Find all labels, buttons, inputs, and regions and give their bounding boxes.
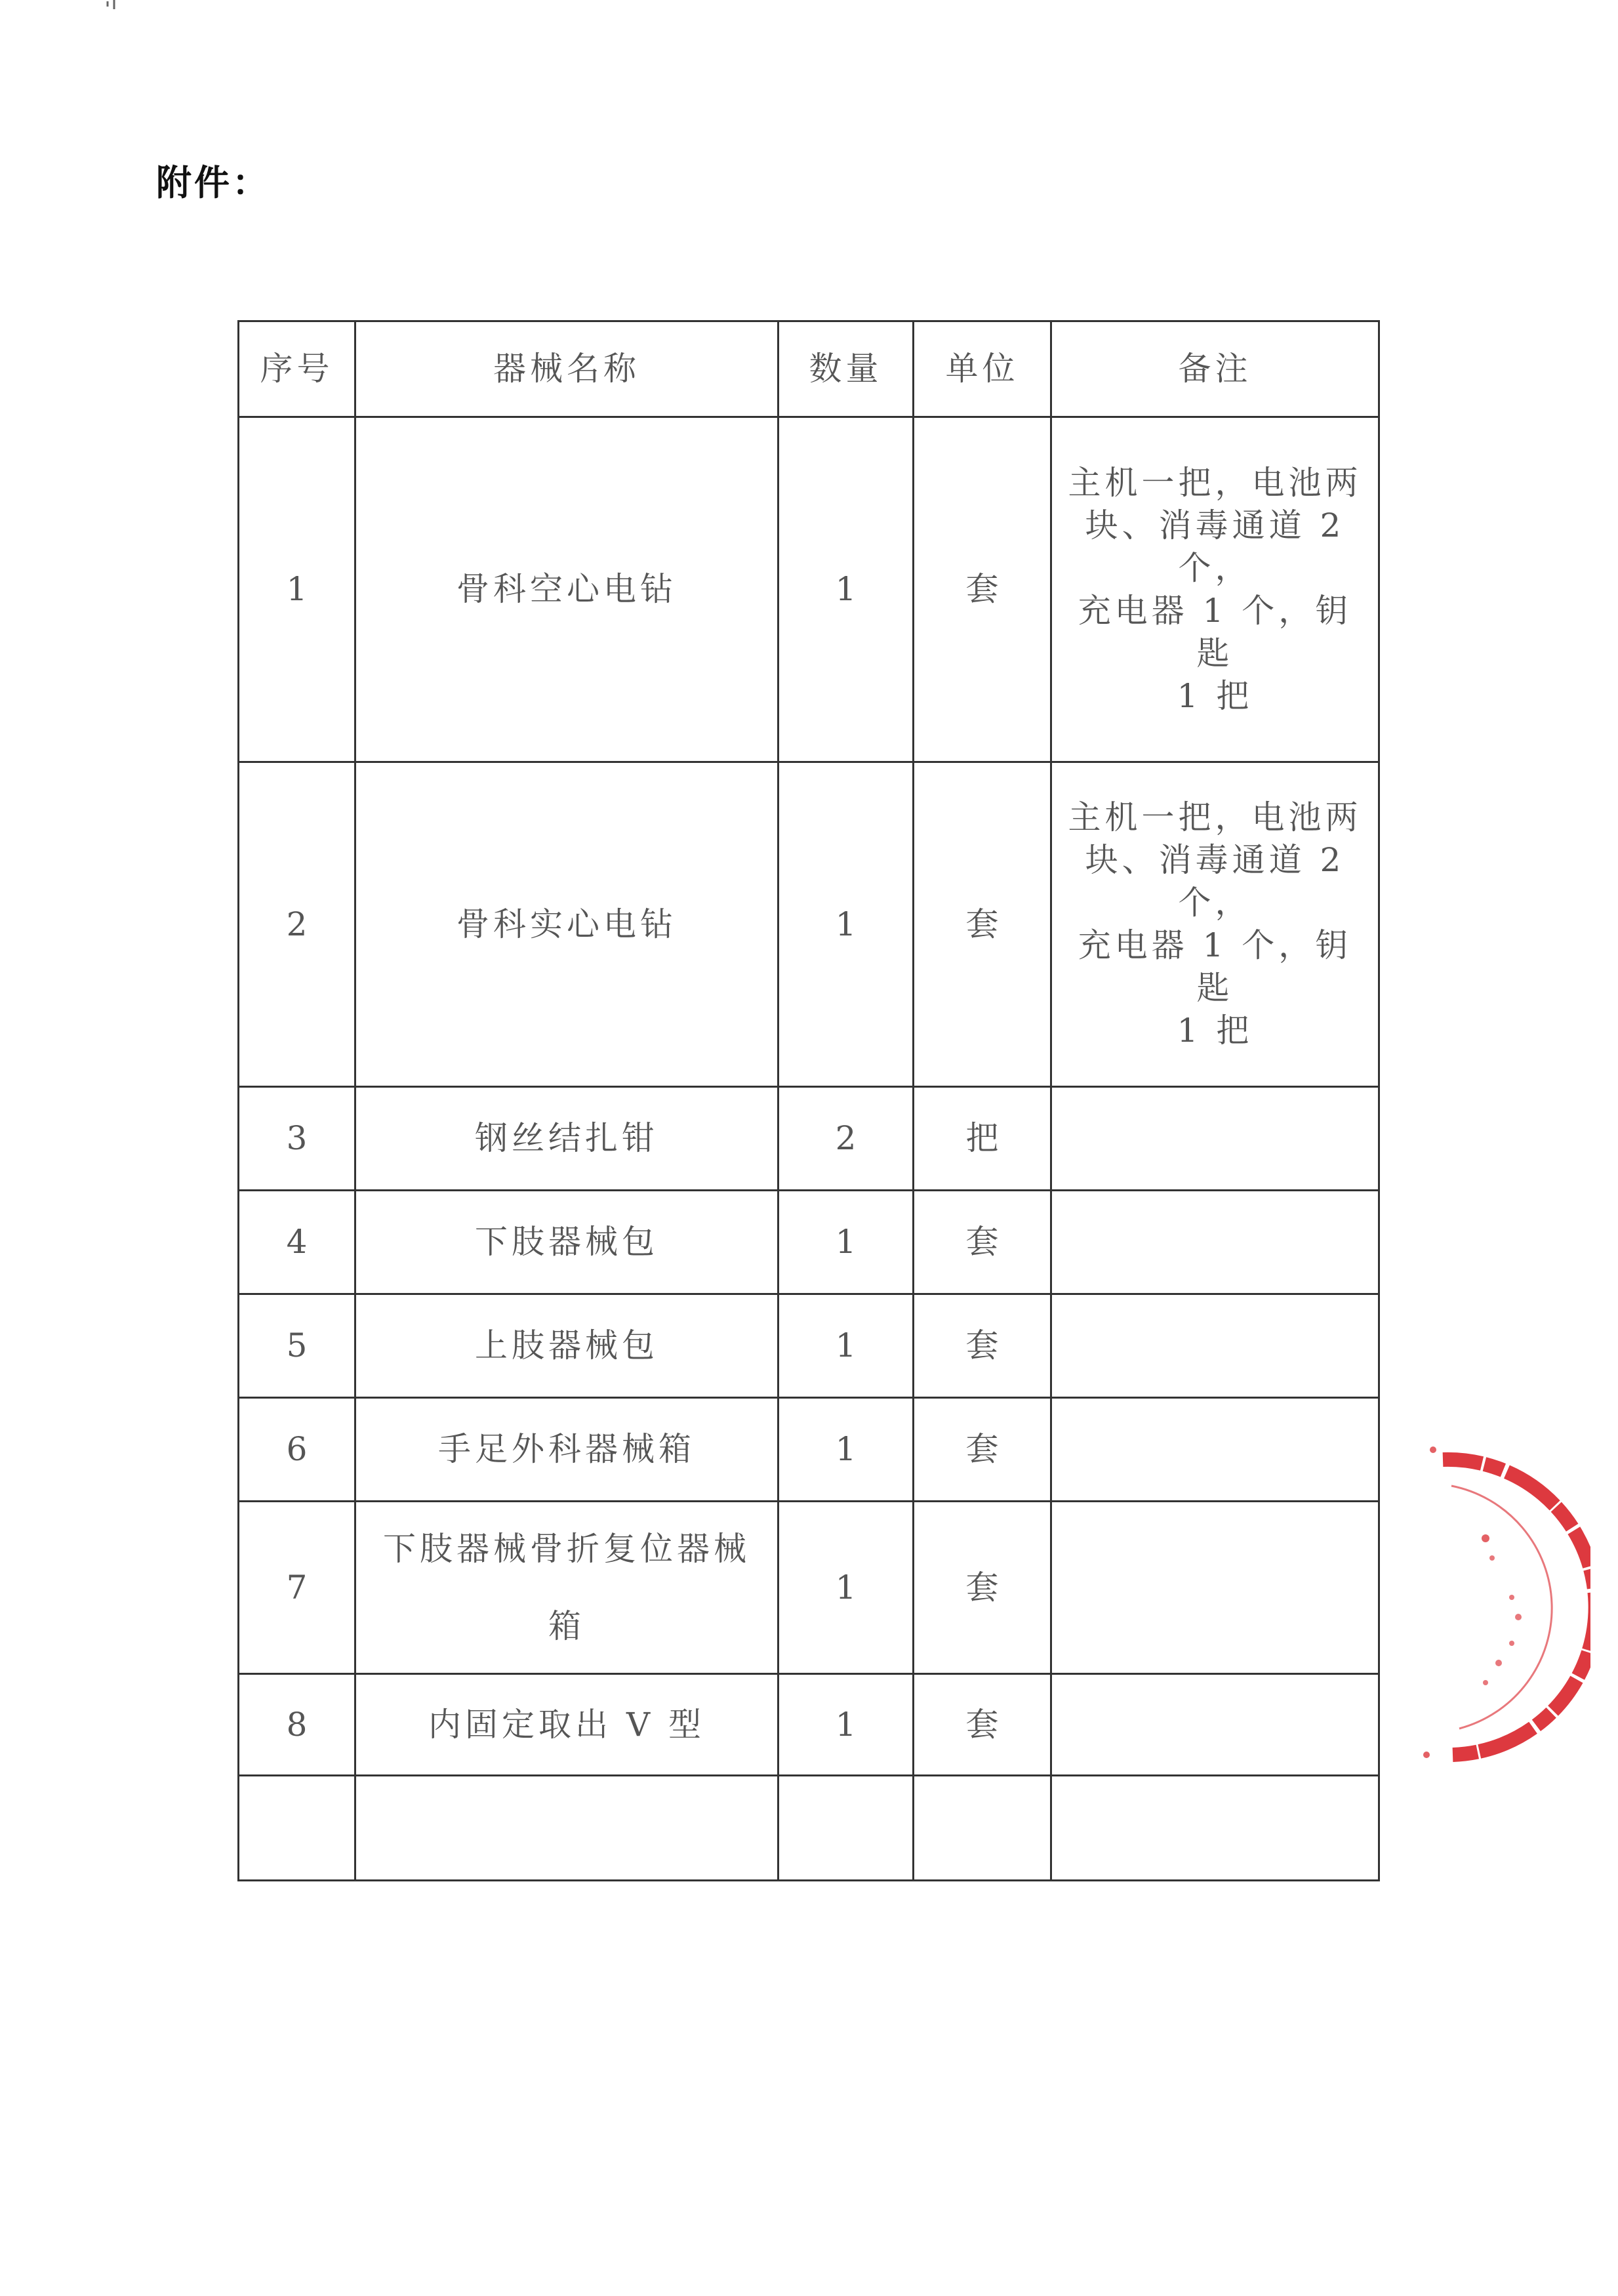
cell-serial-number: 1 (239, 417, 355, 762)
remarks-line: 主机一把，电池两 (1068, 463, 1362, 502)
seal-ink-dot (1482, 1534, 1489, 1542)
cell-unit: 套 (914, 1294, 1051, 1398)
seal-ink-dot (1515, 1614, 1522, 1620)
official-seal-partial (1413, 1446, 1590, 1768)
cell-equipment-name: 上肢器械包 (355, 1294, 779, 1398)
attachment-heading: 附件： (156, 162, 270, 203)
cell-remarks (1051, 1087, 1379, 1191)
remarks-line: 块、消毒通道 2 个， (1085, 841, 1345, 922)
remarks-line: 1 把 (1177, 676, 1253, 715)
seal-ink-dot (1489, 1555, 1495, 1561)
cell-equipment-name: 手足外科器械箱 (355, 1398, 779, 1502)
cell-serial-number: 7 (239, 1502, 355, 1674)
cell-remarks (1051, 417, 1379, 762)
header-unit: 单位 (914, 321, 1051, 417)
cell-unit: 套 (914, 417, 1051, 762)
cell-unit (914, 1776, 1051, 1881)
table-row (239, 1191, 1379, 1294)
cell-equipment-name: 下肢器械包 (355, 1191, 779, 1294)
cell-unit: 套 (914, 762, 1051, 1087)
cell-quantity: 1 (779, 1674, 914, 1776)
cell-serial-number: 8 (239, 1674, 355, 1776)
table-row (239, 1502, 1379, 1674)
cell-equipment-name: 内固定取出 V 型 (355, 1674, 779, 1776)
header-equipment-name: 器械名称 (355, 321, 779, 417)
header-remarks: 备注 (1051, 321, 1379, 417)
scan-artifact (105, 0, 131, 9)
cell-quantity: 1 (779, 1191, 914, 1294)
seal-ink-dot (1509, 1641, 1514, 1646)
cell-unit: 套 (914, 1502, 1051, 1674)
seal-ring (1443, 1460, 1590, 1755)
cell-quantity: 1 (779, 1502, 914, 1674)
equipment-name-line: 下肢器械骨折复位器械 (383, 1530, 750, 1568)
cell-quantity: 1 (779, 1294, 914, 1398)
seal-ring-inner (1451, 1486, 1552, 1729)
equipment-name-line: 箱 (548, 1607, 585, 1645)
cell-quantity: 2 (779, 1087, 914, 1191)
cell-quantity (779, 1776, 914, 1881)
table-row (239, 1294, 1379, 1398)
cell-equipment-name: 钢丝结扎钳 (355, 1087, 779, 1191)
cell-quantity: 1 (779, 1398, 914, 1502)
cell-unit: 把 (914, 1087, 1051, 1191)
remarks-line: 1 把 (1177, 1012, 1253, 1050)
cell-serial-number (239, 1776, 355, 1881)
cell-remarks (1051, 1398, 1379, 1502)
cell-remarks (1051, 1502, 1379, 1674)
table-row (239, 1087, 1379, 1191)
table-row (239, 1398, 1379, 1502)
table-row (239, 1674, 1379, 1776)
cell-unit: 套 (914, 1674, 1051, 1776)
header-quantity: 数量 (779, 321, 914, 417)
cell-quantity: 1 (779, 417, 914, 762)
cell-unit: 套 (914, 1191, 1051, 1294)
seal-ink-dot (1509, 1595, 1514, 1600)
cell-unit: 套 (914, 1398, 1051, 1502)
seal-ink-dot (1483, 1680, 1488, 1685)
cell-serial-number: 4 (239, 1191, 355, 1294)
remarks-line: 充电器 1 个，钥匙 (1078, 591, 1352, 672)
cell-equipment-name: 骨科空心电钻 (355, 417, 779, 762)
cell-serial-number: 3 (239, 1087, 355, 1191)
cell-equipment-name (355, 1776, 779, 1881)
table-row (239, 417, 1379, 762)
table-row (239, 762, 1379, 1087)
cell-serial-number: 6 (239, 1398, 355, 1502)
cell-remarks (1051, 762, 1379, 1087)
cell-remarks (1051, 1776, 1379, 1881)
remarks-line: 块、消毒通道 2 个， (1085, 506, 1345, 587)
seal-ink-dot (1430, 1446, 1436, 1453)
table-header-row (239, 321, 1379, 417)
seal-ink-dot (1423, 1752, 1430, 1758)
seal-ink-dot (1495, 1660, 1502, 1666)
cell-remarks (1051, 1294, 1379, 1398)
cell-equipment-name (355, 1502, 779, 1674)
cell-quantity: 1 (779, 762, 914, 1087)
equipment-table (237, 320, 1380, 1881)
remarks-line: 主机一把，电池两 (1068, 798, 1362, 836)
cell-serial-number: 2 (239, 762, 355, 1087)
cell-serial-number: 5 (239, 1294, 355, 1398)
cell-remarks (1051, 1674, 1379, 1776)
cell-equipment-name: 骨科实心电钻 (355, 762, 779, 1087)
table-row-empty (239, 1776, 1379, 1881)
cell-remarks (1051, 1191, 1379, 1294)
remarks-line: 充电器 1 个，钥匙 (1078, 926, 1352, 1007)
header-serial-number: 序号 (239, 321, 355, 417)
